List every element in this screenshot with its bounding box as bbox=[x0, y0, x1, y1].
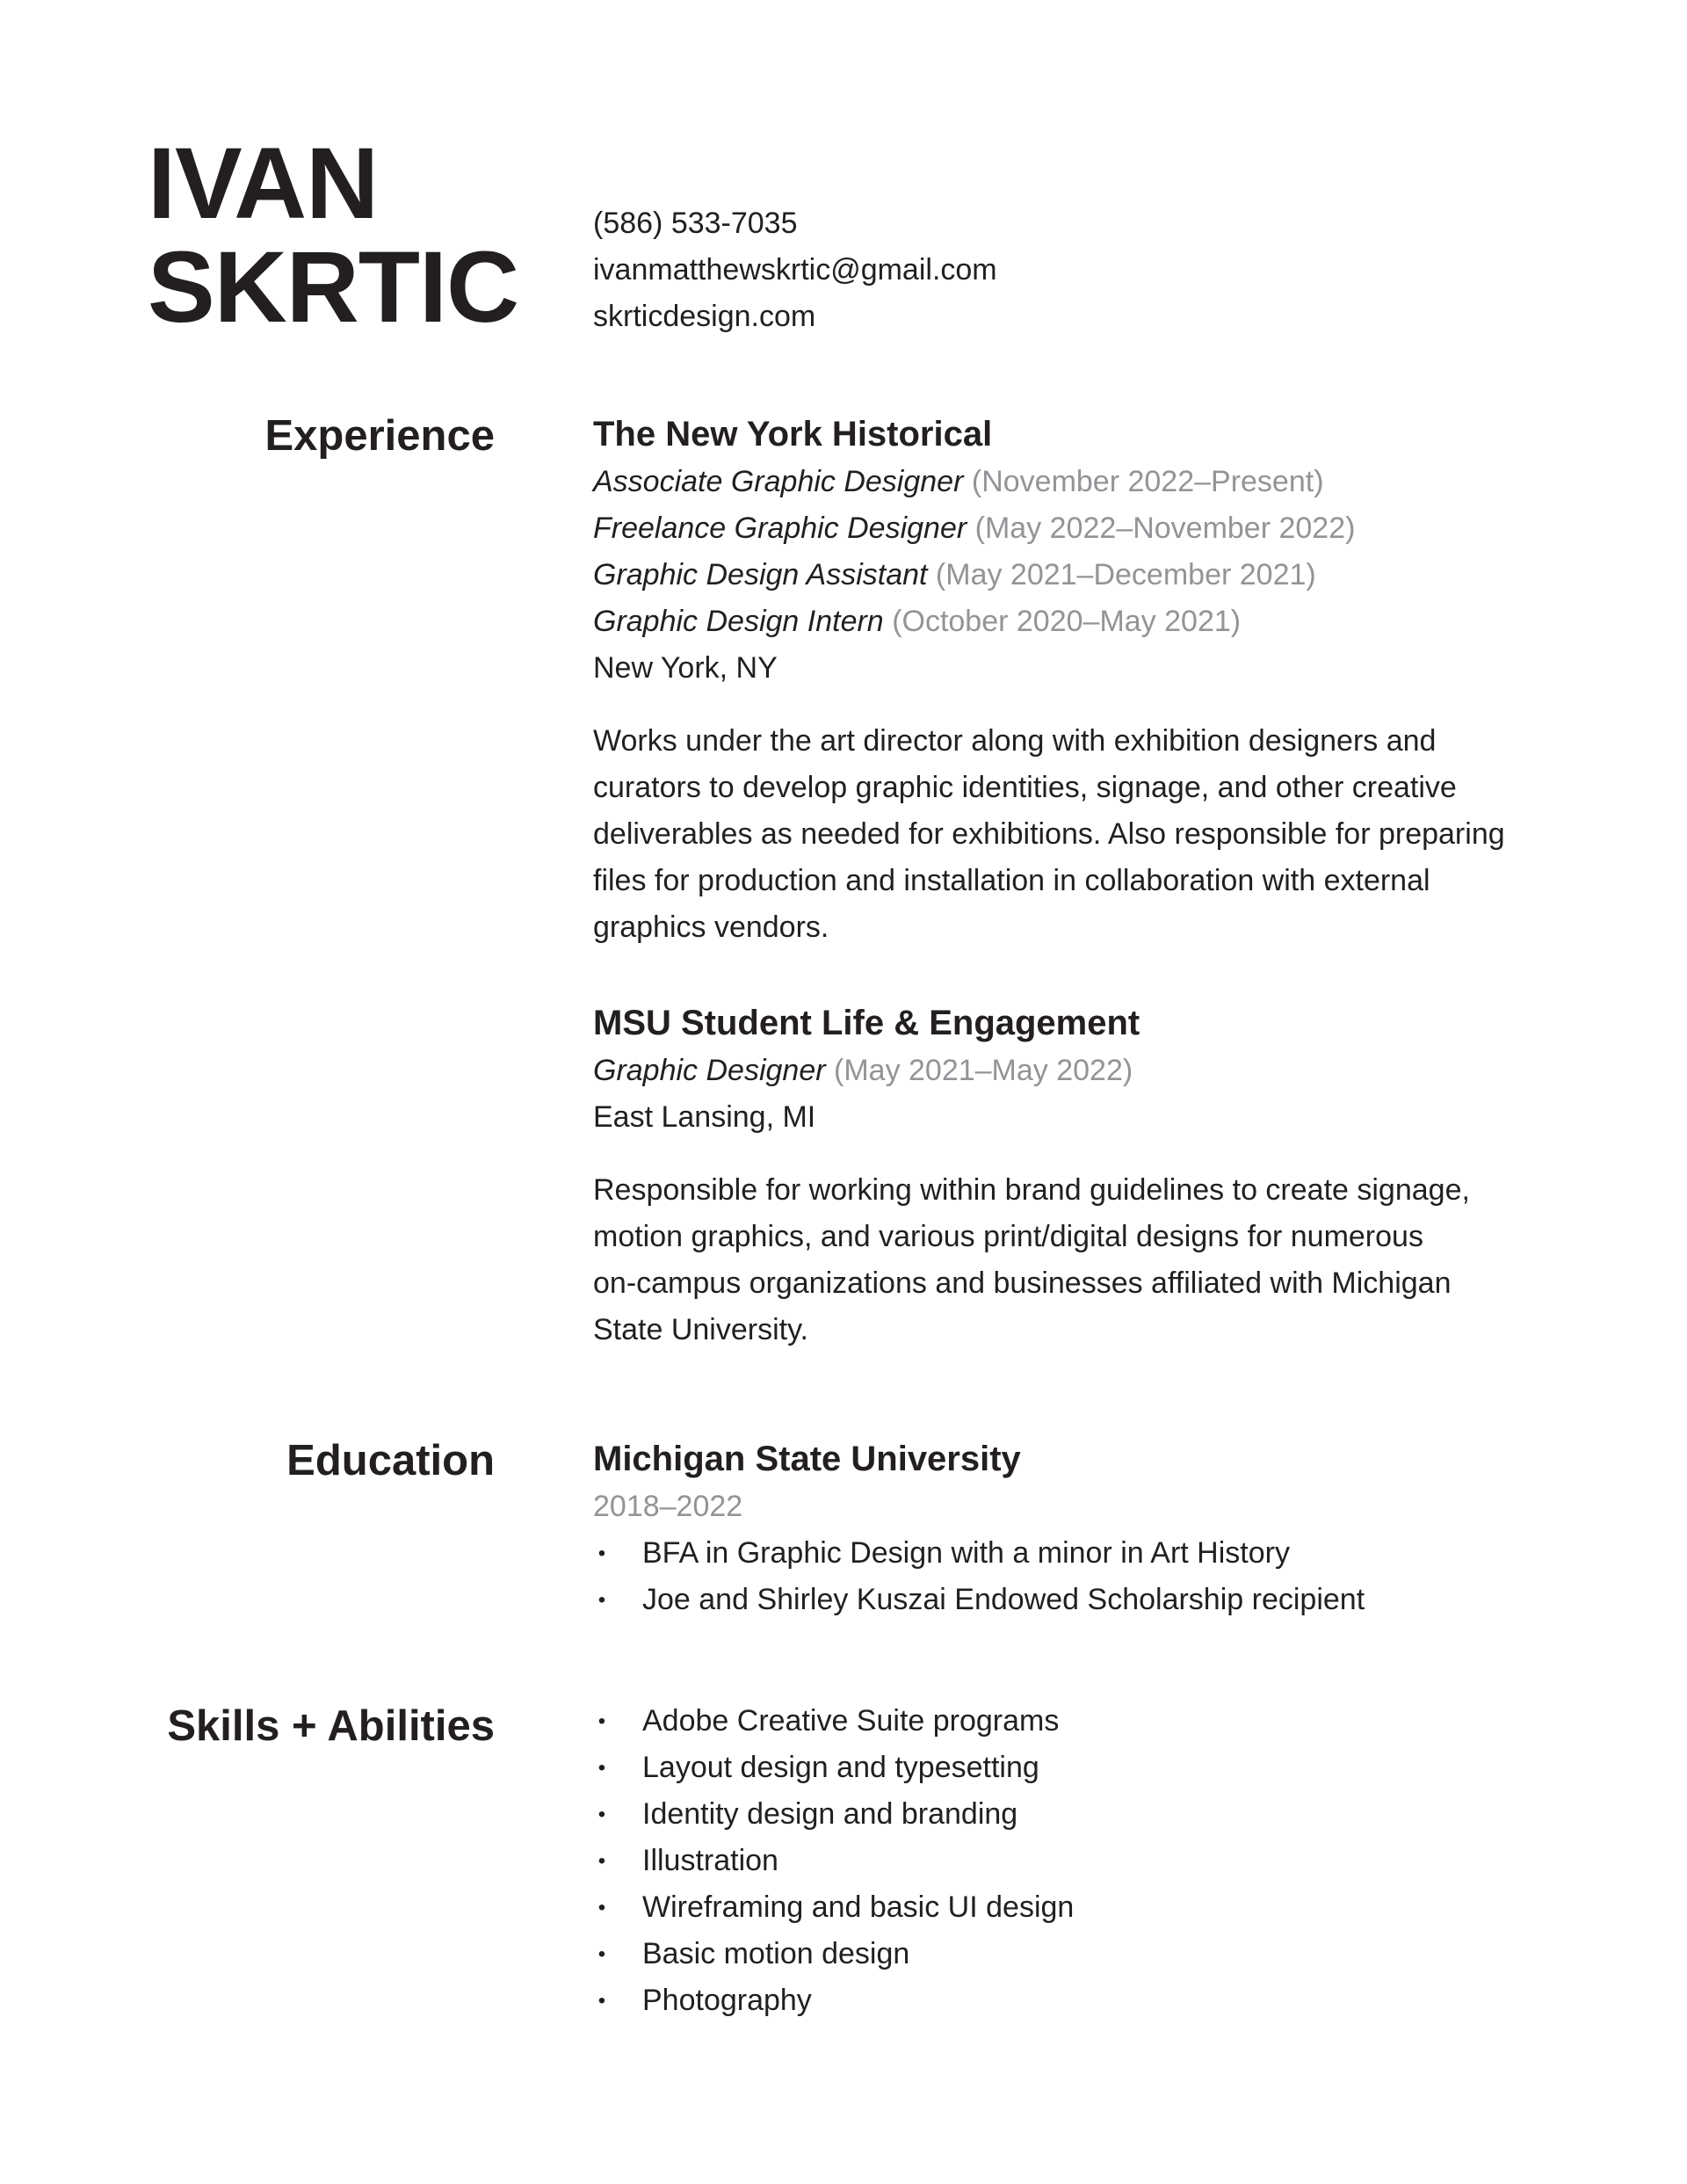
experience-entry bbox=[593, 998, 1516, 1353]
education-item: Joe and Shirley Kuszai Endowed Scholarship recipient bbox=[642, 1583, 1365, 1616]
last-name: SKRTIC bbox=[148, 231, 519, 344]
bullet-icon: • bbox=[597, 1942, 606, 1966]
skill-item: Layout design and typesetting bbox=[642, 1751, 1039, 1784]
skills-heading: Skills + Abilities bbox=[167, 1702, 495, 1750]
role-dates: (November 2022–Present) bbox=[971, 465, 1324, 498]
bullet-icon: • bbox=[597, 1896, 606, 1919]
list-item bbox=[593, 1931, 1516, 1977]
description-line: graphics vendors. bbox=[593, 911, 829, 944]
skill-item: Adobe Creative Suite programs bbox=[642, 1704, 1060, 1738]
role-line bbox=[593, 459, 1516, 505]
role-title: Associate Graphic Designer bbox=[593, 465, 964, 498]
list-item bbox=[593, 1838, 1516, 1884]
contact-info bbox=[593, 200, 997, 340]
employer-name: The New York Historical bbox=[593, 415, 993, 453]
description-line: on-campus organizations and businesses affiliated with Michigan bbox=[593, 1266, 1452, 1300]
description-line: deliverables as needed for exhibitions. Also responsible for preparing bbox=[593, 817, 1505, 851]
role-line bbox=[593, 552, 1516, 599]
bullet-icon: • bbox=[597, 1989, 606, 2013]
skills-entry bbox=[593, 1698, 1516, 2024]
list-item bbox=[593, 1791, 1516, 1838]
role-title: Graphic Design Assistant bbox=[593, 558, 928, 591]
role-dates: (October 2020–May 2021) bbox=[892, 605, 1242, 638]
skills-list bbox=[593, 1698, 1516, 2024]
description-line: Responsible for working within brand guidelines to create signage, bbox=[593, 1173, 1470, 1207]
role-title: Graphic Design Intern bbox=[593, 605, 884, 638]
skill-item: Illustration bbox=[642, 1844, 778, 1877]
role-dates: (May 2021–December 2021) bbox=[935, 558, 1316, 591]
email-address: ivanmatthewskrtic@gmail.com bbox=[593, 253, 997, 287]
website-url: skrticdesign.com bbox=[593, 300, 816, 333]
education-item: BFA in Graphic Design with a minor in Art History bbox=[642, 1536, 1290, 1570]
bullet-icon: • bbox=[597, 1588, 606, 1612]
list-item bbox=[593, 1884, 1516, 1931]
education-heading: Education bbox=[286, 1437, 495, 1484]
description-line: motion graphics, and various print/digital designs for numerous bbox=[593, 1220, 1423, 1253]
skill-item: Photography bbox=[642, 1984, 812, 2017]
candidate-name bbox=[148, 127, 519, 344]
skill-item: Identity design and branding bbox=[642, 1797, 1018, 1831]
role-dates: (May 2021–May 2022) bbox=[834, 1054, 1133, 1087]
employer-name: MSU Student Life & Engagement bbox=[593, 1004, 1140, 1042]
bullet-icon: • bbox=[597, 1849, 606, 1873]
bullet-icon: • bbox=[597, 1542, 606, 1565]
bullet-icon: • bbox=[597, 1709, 606, 1733]
experience-entry bbox=[593, 410, 1516, 951]
bullet-icon: • bbox=[597, 1803, 606, 1826]
list-item bbox=[593, 1698, 1516, 1745]
description-line: curators to develop graphic identities, signage, and other creative bbox=[593, 771, 1457, 804]
phone-number: (586) 533-7035 bbox=[593, 207, 798, 240]
role-line bbox=[593, 1048, 1516, 1094]
list-item bbox=[593, 1977, 1516, 2024]
school-name: Michigan State University bbox=[593, 1440, 1021, 1478]
role-line bbox=[593, 505, 1516, 552]
job-description bbox=[593, 718, 1516, 951]
job-location: New York, NY bbox=[593, 651, 778, 685]
list-item bbox=[593, 1530, 1516, 1577]
list-item bbox=[593, 1745, 1516, 1791]
role-line bbox=[593, 599, 1516, 645]
job-location: East Lansing, MI bbox=[593, 1100, 816, 1134]
skill-item: Basic motion design bbox=[642, 1937, 910, 1970]
description-line: Works under the art director along with exhibition designers and bbox=[593, 724, 1437, 758]
skill-item: Wireframing and basic UI design bbox=[642, 1890, 1075, 1924]
role-dates: (May 2022–November 2022) bbox=[974, 512, 1356, 545]
first-name: IVAN bbox=[148, 127, 379, 240]
description-line: State University. bbox=[593, 1313, 809, 1346]
role-title: Graphic Designer bbox=[593, 1054, 826, 1087]
education-list bbox=[593, 1530, 1516, 1623]
bullet-icon: • bbox=[597, 1756, 606, 1780]
list-item bbox=[593, 1577, 1516, 1623]
experience-heading: Experience bbox=[264, 412, 495, 460]
role-title: Freelance Graphic Designer bbox=[593, 512, 967, 545]
education-entry bbox=[593, 1434, 1516, 1623]
job-description bbox=[593, 1167, 1516, 1353]
description-line: files for production and installation in collaboration with external bbox=[593, 864, 1430, 897]
education-years: 2018–2022 bbox=[593, 1490, 743, 1523]
